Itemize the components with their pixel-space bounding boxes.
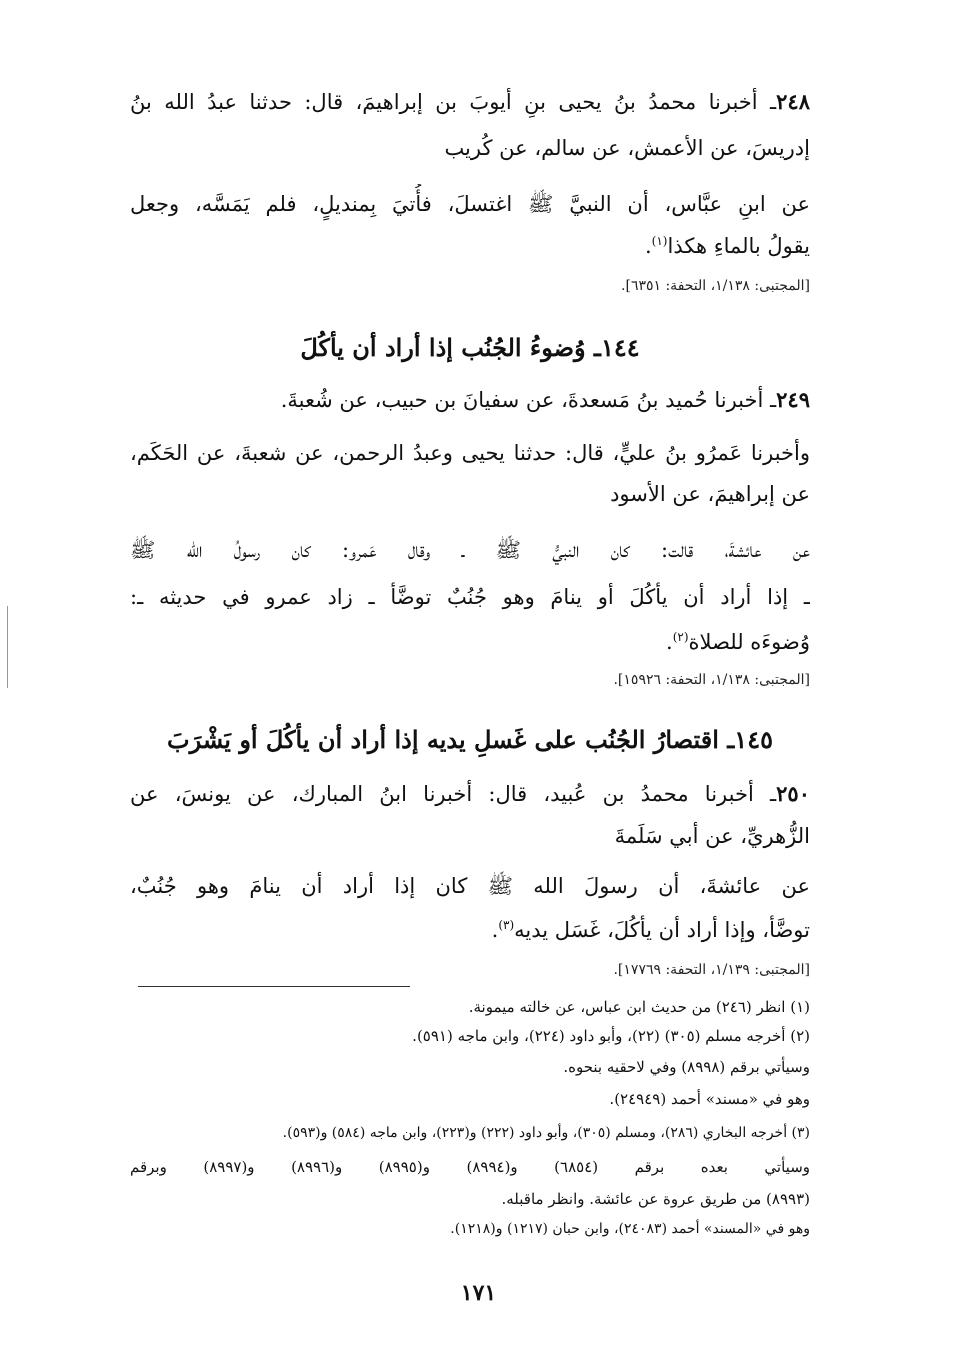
hadith-248-line-1	[130, 82, 810, 122]
page-number: ١٧١	[460, 1280, 497, 1306]
hadith-text: يقولُ بالماءِ هكذا	[667, 234, 810, 258]
hadith-249-line-6	[130, 622, 810, 662]
hadith-text: توضَّأ، وإذا أراد أن يأكُلَ، غَسَل يديه	[514, 918, 810, 942]
punctuation: .	[491, 918, 499, 942]
margin-mark	[7, 606, 8, 688]
footnote-2-continuation: وسيأتي برقم (٨٩٩٨) وفي لاحقيه بنحوه.	[563, 1058, 810, 1076]
hadith-249-line-2: وأخبرنا عَمرُو بنُ عليٍّ، قال: حدثنا يحيى وعبدُ الرحمن، عن شعبةَ، عن الحَكَم،	[130, 441, 810, 465]
footnote-1: (١) انظر (٢٤٦) من حديث ابن عباس، عن خالته ميمونة.	[468, 998, 810, 1016]
hadith-249-line-4: عن عائشةَ، قالت: كان النبيُّ ﷺ ـ وقال عَمرو: كان رسولُ الله ﷺ	[130, 538, 810, 562]
footnote-2: (٢) أخرجه مسلم (٣٠٥) (٢٢)، وأبو داود (٢٢٤)، وابن ماجه (٥٩١).	[412, 1027, 810, 1045]
hadith-248-line-4	[130, 226, 810, 266]
punctuation: .	[644, 234, 652, 258]
hadith-249-line-5: ـ إذا أراد أن يأكُلَ أو ينامَ وهو جُنُبٌ توضَّأ ـ زاد عمرو في حديثه ـ:	[130, 585, 810, 609]
hadith-text: ـ أخبرنا محمدُ بن عُبيد، قال: أخبرنا ابنُ المبارك، عن يونسَ، عن	[130, 782, 777, 806]
hadith-250-line-4	[130, 910, 810, 950]
hadith-249-line-3: عن إبراهيمَ، عن الأسود	[610, 482, 810, 506]
footnote-marker: (٣)	[498, 918, 515, 932]
footnote-marker: (١)	[651, 234, 668, 248]
punctuation: .	[666, 630, 673, 654]
hadith-text: ـ أخبرنا محمدُ بنُ يحيى بنِ أيوبَ بن إبراهيمَ، قال: حدثنا عبدُ الله بنُ	[130, 90, 777, 114]
footnote-separator	[138, 986, 410, 987]
hadith-number: ٢٤٨	[776, 89, 810, 114]
hadith-249-reference: [المجتبى: ١/١٣٨، التحفة: ١٥٩٢٦].	[613, 672, 810, 688]
footnote-3: (٣) أخرجه البخاري (٢٨٦)، ومسلم (٣٠٥)، وأبو داود (٢٢٢) و(٢٢٣)، وابن ماجه (٥٨٤) و(٥٩٣).	[282, 1125, 810, 1141]
hadith-248-line-3: عن ابنِ عبَّاس، أن النبيَّ ﷺ اغتسلَ، فأُتيَ بِمنديلٍ، فلم يَمَسَّه، وجعل	[130, 192, 810, 216]
footnote-marker: (٢)	[672, 630, 689, 644]
footnote-2-continuation: وهو في «مسند» أحمد (٢٤٩٤٩).	[609, 1090, 810, 1108]
hadith-text: وُضوءَه للصلاة	[688, 630, 810, 654]
hadith-250-line-2: الزُّهريِّ، عن أبي سَلَمةَ	[614, 824, 810, 848]
hadith-249-line-1	[130, 380, 810, 420]
hadith-number: ٢٤٩	[776, 387, 810, 412]
hadith-250-reference: [المجتبى: ١/١٣٩، التحفة: ١٧٧٦٩].	[613, 962, 810, 978]
chapter-145-heading: ١٤٥ـ اقتصارُ الجُنُب على غَسلِ يديه إذا أراد أن يأكُلَ أو يَشْرَبَ	[167, 725, 773, 754]
hadith-248-line-2: إدريسَ، عن الأعمش، عن سالم، عن كُريب	[444, 136, 810, 160]
footnote-3-continuation: وهو في «المسند» أحمد (٢٤٠٨٣)، وابن حبان (١٢١٧) و(١٢١٨).	[450, 1221, 810, 1237]
hadith-number: ٢٥٠	[776, 781, 810, 806]
hadith-248-reference: [المجتبى: ١/١٣٨، التحفة: ٦٣٥١].	[621, 278, 810, 294]
footnote-3-continuation: وسيأتي بعده برقم (٦٨٥٤) و(٨٩٩٤) و(٨٩٩٥) و(٨٩٩٦) و(٨٩٩٧) وبرقم	[130, 1158, 810, 1176]
footnote-3-continuation: (٨٩٩٣) من طريق عروة عن عائشة. وانظر ماقبله.	[501, 1190, 810, 1208]
hadith-text: ـ أخبرنا حُميد بنُ مَسعدةَ، عن سفيانَ بن حبيب، عن شُعبةَ.	[280, 388, 777, 412]
hadith-250-line-1	[130, 774, 810, 814]
chapter-144-heading: ١٤٤ـ وُضوءُ الجُنُب إذا أراد أن يأكُلَ	[300, 333, 640, 362]
hadith-250-line-3: عن عائشةَ، أن رسولَ الله ﷺ كان إذا أراد أن ينامَ وهو جُنُبٌ،	[130, 874, 810, 898]
